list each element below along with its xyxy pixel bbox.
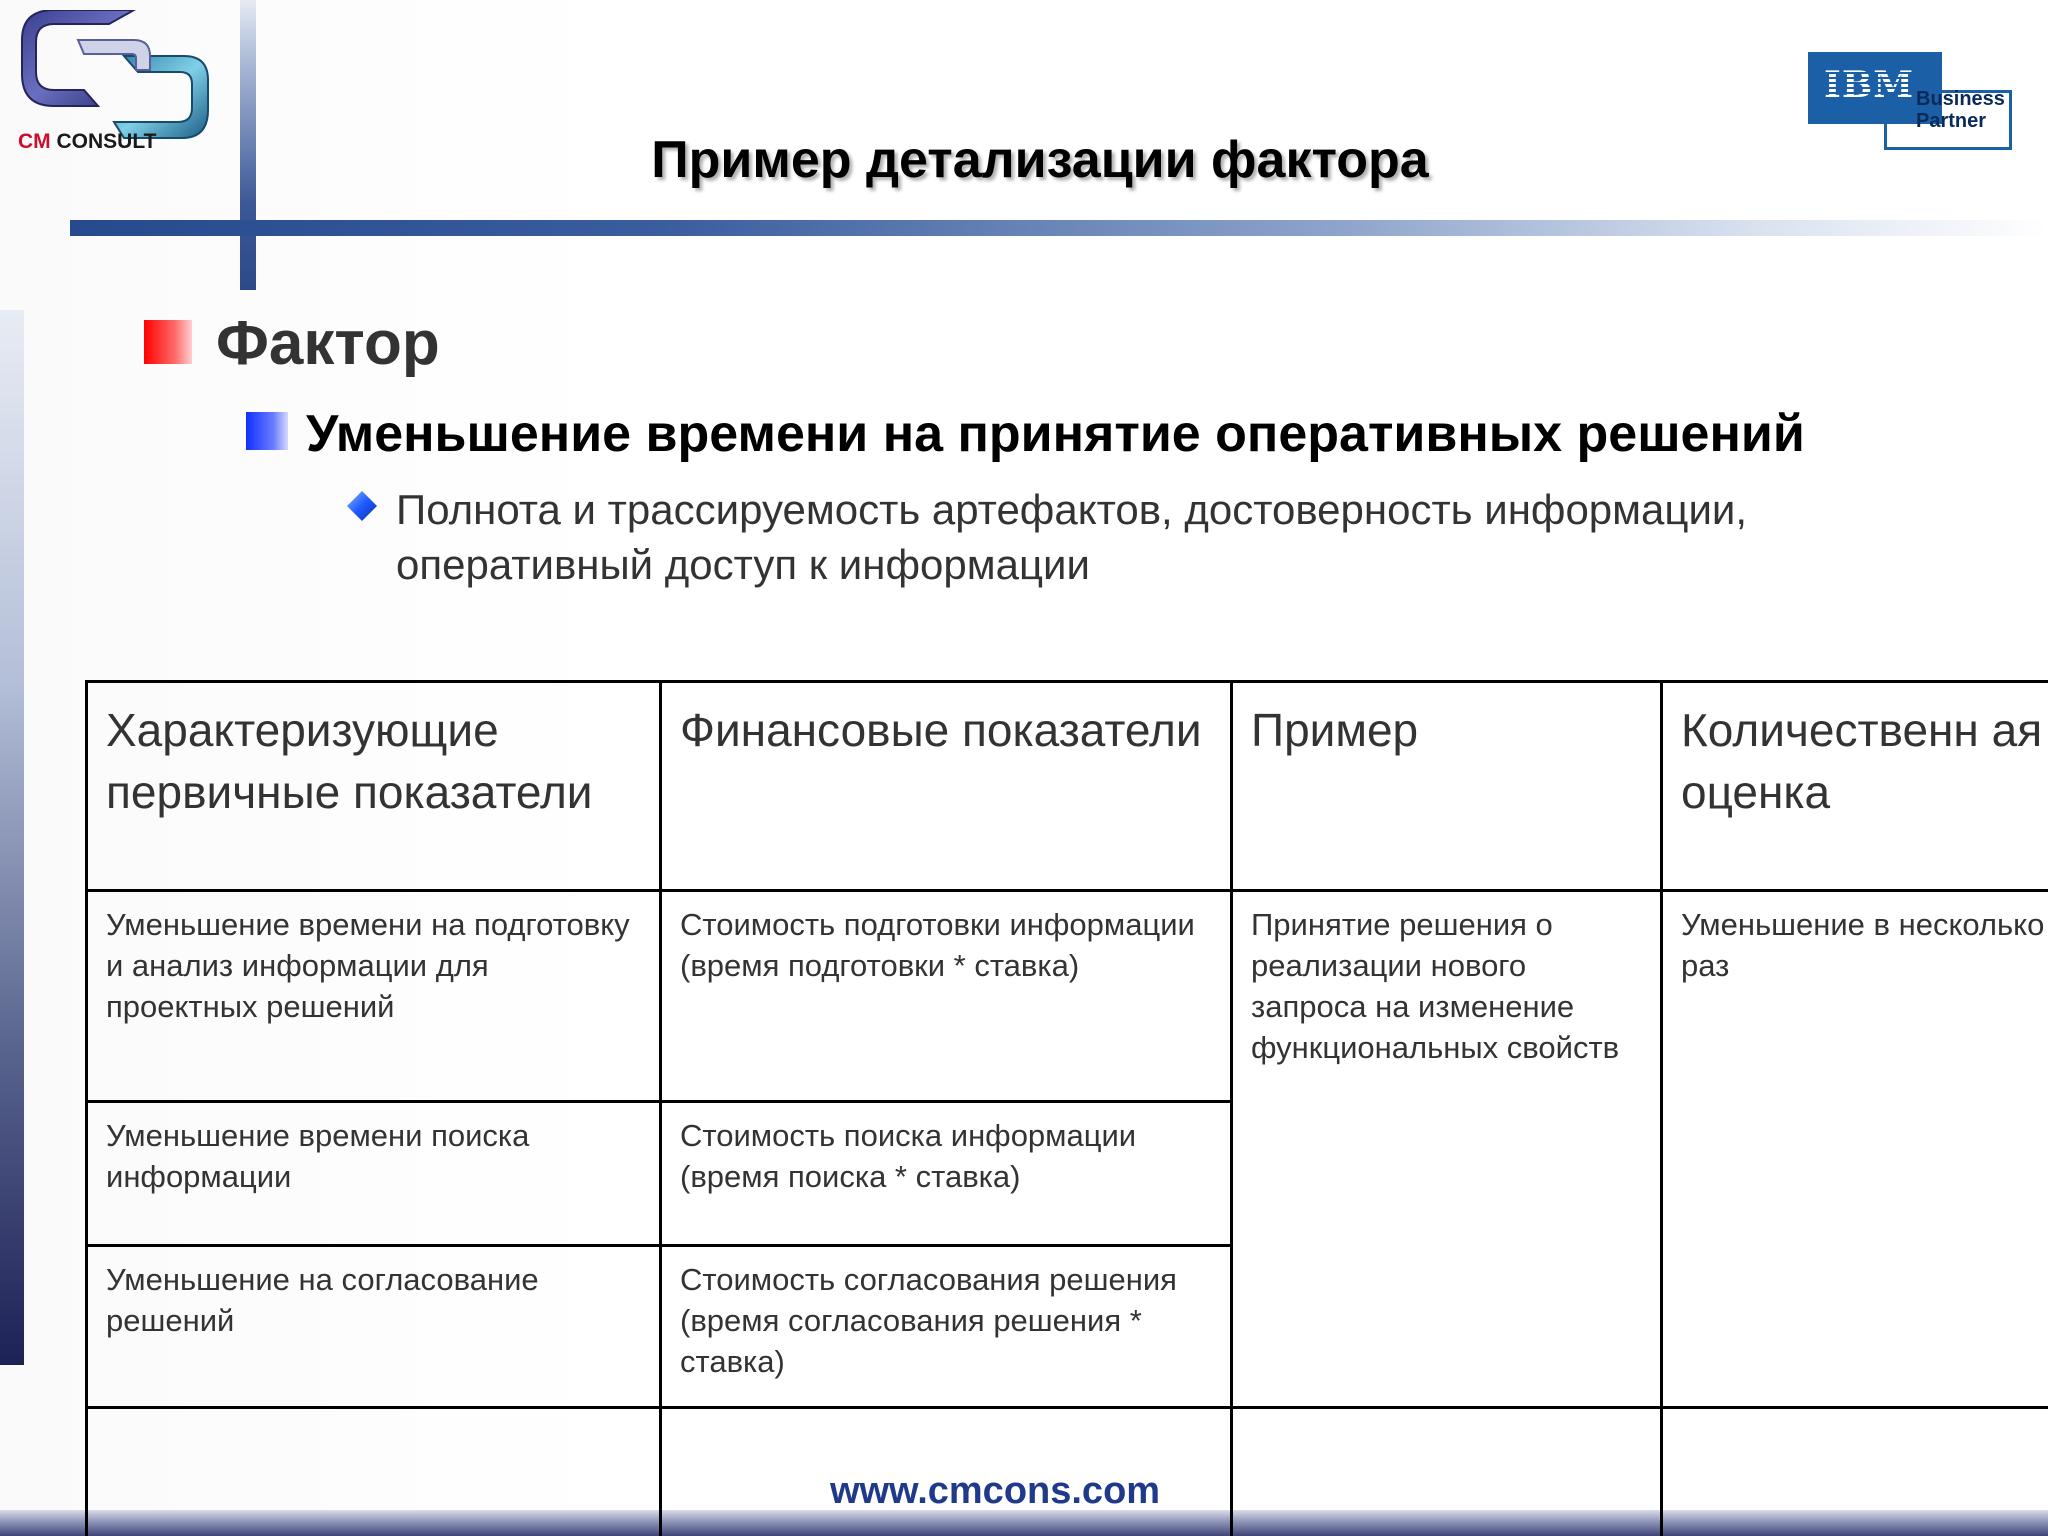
ibm-logo-line1: Business [1916, 88, 2005, 110]
left-gradient-bar [0, 310, 24, 1365]
ibm-logo-label [1916, 88, 2005, 132]
table-header-primary: Характеризующие первичные показатели [87, 682, 661, 891]
bullet-square-red-icon [144, 320, 192, 364]
cm-logo-text-consult: CONSULT [50, 130, 157, 153]
table-cell-quantitative: Уменьшение в несколько раз [1662, 891, 2048, 1408]
table-cell-primary: Уменьшение на согласование решений [87, 1246, 661, 1408]
table-cell-primary: Уменьшение времени поиска информации [87, 1102, 661, 1246]
table-cell-financial: Стоимость подготовки информации (время подготовки * ставка) [661, 891, 1232, 1102]
slide-title: Пример детализации фактора [651, 131, 1429, 189]
table-header-row [87, 682, 2048, 891]
bullet-level2: Уменьшение времени на принятие оперативных решений [306, 405, 1805, 463]
table-cell-example: Принятие решения о реализации нового запроса на изменение функциональных свойств [1232, 891, 1662, 1408]
table-header-quantitative: Количественн ая оценка [1662, 682, 2048, 891]
bullet-square-blue-icon [246, 412, 288, 450]
table-cell-financial: Стоимость поиска информации (время поиска * ставка) [661, 1102, 1232, 1246]
header-horizontal-bar [70, 220, 2048, 236]
bullet-diamond-icon [346, 490, 378, 522]
table-header-financial: Финансовые показатели [661, 682, 1232, 891]
ibm-logo-line2: Partner [1916, 110, 1987, 132]
bullet-level1: Фактор [216, 309, 440, 378]
factor-table-wrapper [85, 680, 2048, 1536]
table-row [87, 891, 2048, 1102]
footer-website-link[interactable]: www.cmcons.com [829, 1470, 1161, 1512]
table-header-example: Пример [1232, 682, 1662, 891]
bullet-level3: Полнота и трассируемость артефактов, достоверность информации, оперативный доступ к информации [396, 486, 1748, 588]
ibm-logo-mark: IBM [1824, 64, 1915, 106]
factor-table [85, 680, 2048, 1536]
cm-logo-text-cm: CM [18, 130, 51, 153]
table-cell-financial: Стоимость согласования решения (время согласования решения * ставка) [661, 1246, 1232, 1408]
table-cell-primary: Уменьшение времени на подготовку и анализ информации для проектных решений [87, 891, 661, 1102]
